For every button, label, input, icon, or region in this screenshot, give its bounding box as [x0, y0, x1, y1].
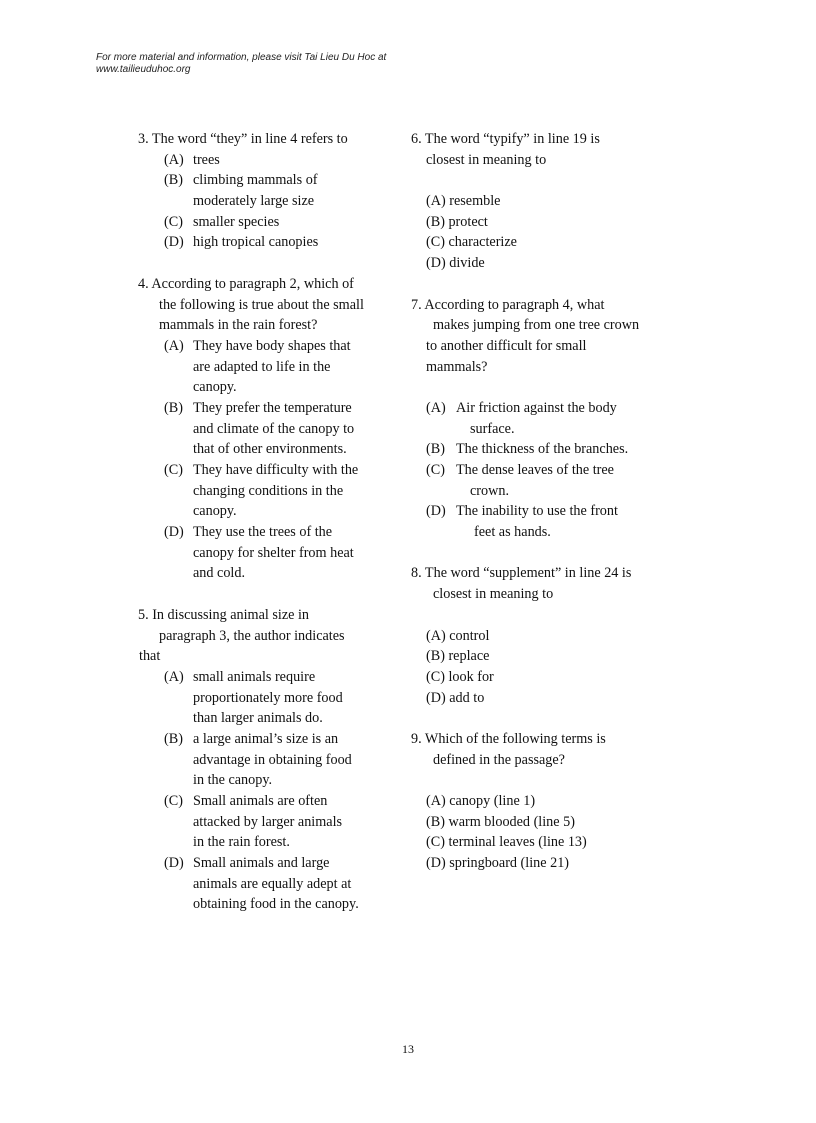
- option-text: Air friction against the body: [456, 399, 617, 416]
- answer-option[interactable]: [411, 460, 671, 481]
- option-label: (B): [164, 172, 183, 189]
- option-text: and climate of the canopy to: [193, 420, 355, 437]
- question-text: mammals in the rain forest?: [159, 317, 318, 334]
- option-label: (A): [164, 337, 184, 354]
- option-text: The inability to use the front: [456, 503, 618, 520]
- answer-option[interactable]: [138, 212, 400, 233]
- answer-option[interactable]: (D) add to: [426, 689, 485, 706]
- option-label: (D): [164, 234, 184, 251]
- answer-option[interactable]: [411, 501, 671, 522]
- answer-option[interactable]: [411, 398, 671, 419]
- answer-option-cont: [138, 501, 400, 522]
- option-text: trees: [193, 151, 220, 168]
- question-text: makes jumping from one tree crown: [433, 317, 640, 334]
- question-text: closest in meaning to: [433, 586, 554, 603]
- option-text: surface.: [470, 420, 515, 437]
- option-label: (A): [164, 668, 184, 685]
- option-text: canopy for shelter from heat: [193, 544, 354, 561]
- option-text: moderately large size: [193, 193, 315, 210]
- option-text: canopy.: [193, 503, 237, 520]
- page-number: 13: [402, 1042, 414, 1056]
- option-label: (D): [426, 503, 446, 520]
- answer-option[interactable]: [138, 791, 400, 812]
- question-3: [138, 129, 400, 253]
- option-text: in the rain forest.: [193, 834, 290, 851]
- answer-option[interactable]: (C) terminal leaves (line 13): [426, 834, 587, 851]
- answer-option-cont: [138, 191, 400, 212]
- option-text: They use the trees of the: [193, 524, 333, 541]
- option-text: than larger animals do.: [193, 710, 323, 727]
- question-text: 4. According to paragraph 2, which of: [138, 275, 354, 292]
- question-5: [138, 605, 400, 915]
- question-text: 5. In discussing animal size in: [138, 606, 310, 623]
- option-label: (C): [426, 462, 445, 478]
- question-4: [138, 274, 400, 584]
- option-text: canopy.: [193, 379, 237, 396]
- option-label: (A): [426, 399, 446, 416]
- answer-option-cont: [138, 439, 400, 460]
- answer-option-cont: [138, 874, 400, 895]
- option-text: Small animals are often: [193, 793, 328, 809]
- question-text: 9. Which of the following terms is: [411, 730, 606, 747]
- answer-option[interactable]: (A) control: [426, 627, 490, 644]
- question-text: 8. The word “supplement” in line 24 is: [411, 565, 632, 582]
- answer-option-cont: [411, 419, 671, 440]
- option-label: (C): [164, 793, 183, 809]
- option-label: (C): [164, 213, 183, 230]
- right-column: [411, 129, 671, 874]
- option-text: They prefer the temperature: [193, 399, 352, 416]
- option-text: a large animal’s size is an: [193, 730, 339, 747]
- option-text: small animals require: [193, 668, 316, 685]
- answer-option[interactable]: [138, 667, 400, 688]
- option-text: are adapted to life in the: [193, 358, 331, 375]
- answer-option-cont: [138, 543, 400, 564]
- option-label: (B): [164, 399, 183, 416]
- option-text: and cold.: [193, 565, 246, 582]
- option-label: (A): [164, 151, 184, 168]
- question-text: the following is true about the small: [159, 296, 364, 313]
- answer-option[interactable]: [138, 853, 400, 874]
- answer-option[interactable]: [138, 170, 400, 191]
- answer-option-cont: [138, 832, 400, 853]
- option-text: feet as hands.: [474, 524, 551, 541]
- answer-option-cont: [138, 750, 400, 771]
- answer-option[interactable]: [138, 522, 400, 543]
- answer-option-cont: [411, 481, 671, 502]
- option-label: (C): [164, 462, 183, 478]
- question-text: 6. The word “typify” in line 19 is: [411, 131, 600, 147]
- answer-option[interactable]: [138, 232, 400, 253]
- question-text: closest in meaning to: [426, 151, 547, 168]
- answer-option[interactable]: [138, 729, 400, 750]
- option-label: (D): [164, 855, 184, 872]
- answer-option-cont: [138, 708, 400, 729]
- question-text: 3. The word “they” in line 4 refers to: [138, 131, 348, 147]
- option-text: climbing mammals of: [193, 172, 318, 189]
- answer-option[interactable]: [138, 398, 400, 419]
- answer-option[interactable]: [411, 439, 671, 460]
- answer-option[interactable]: (A) canopy (line 1): [426, 793, 536, 809]
- question-text: paragraph 3, the author indicates: [159, 627, 345, 644]
- question-6: [411, 129, 671, 274]
- option-label: (B): [164, 730, 183, 747]
- option-text: smaller species: [193, 213, 280, 230]
- answer-option[interactable]: (B) protect: [426, 213, 488, 230]
- answer-option-cont: [411, 522, 671, 543]
- answer-option[interactable]: (B) warm blooded (line 5): [426, 813, 575, 830]
- answer-option-cont: [138, 894, 400, 915]
- option-text: attacked by larger animals: [193, 813, 343, 830]
- option-text: obtaining food in the canopy.: [193, 896, 359, 913]
- answer-option-cont: [138, 563, 400, 584]
- header-line-1: For more material and information, please visit Tai Lieu Du Hoc at: [96, 52, 387, 63]
- header-link[interactable]: www.tailieuduhoc.org: [96, 64, 191, 75]
- page-header: [96, 52, 386, 76]
- option-text: crown.: [470, 482, 510, 499]
- answer-option-cont: [138, 377, 400, 398]
- option-text: The dense leaves of the tree: [456, 462, 614, 478]
- answer-option-cont: [138, 812, 400, 833]
- question-text: 7. According to paragraph 4, what: [411, 296, 605, 313]
- option-text: changing conditions in the: [193, 482, 344, 499]
- answer-option-cont: [138, 481, 400, 502]
- option-text: They have difficulty with the: [193, 462, 359, 478]
- answer-option[interactable]: [138, 336, 400, 357]
- question-text: mammals?: [426, 358, 488, 375]
- option-text: The thickness of the branches.: [456, 441, 629, 458]
- answer-option[interactable]: (D) springboard (line 21): [426, 855, 570, 872]
- answer-option-cont: [138, 770, 400, 791]
- answer-option[interactable]: (C) characterize: [426, 234, 517, 251]
- question-7: [411, 295, 671, 543]
- option-label: (D): [164, 524, 184, 541]
- question-9: [411, 729, 671, 874]
- question-text: that: [139, 648, 161, 665]
- option-text: proportionately more food: [193, 689, 343, 706]
- question-8: [411, 563, 671, 708]
- option-text: animals are equally adept at: [193, 875, 352, 892]
- answer-option[interactable]: (D) divide: [426, 255, 485, 272]
- answer-option[interactable]: (A) resemble: [426, 193, 501, 210]
- option-text: advantage in obtaining food: [193, 751, 352, 768]
- question-text: defined in the passage?: [433, 751, 565, 768]
- question-text: to another difficult for small: [426, 337, 587, 354]
- answer-option[interactable]: (C) look for: [426, 668, 494, 685]
- option-text: Small animals and large: [193, 855, 330, 872]
- option-text: in the canopy.: [193, 772, 273, 789]
- answer-option[interactable]: [138, 150, 400, 171]
- answer-option-cont: [138, 419, 400, 440]
- option-text: that of other environments.: [193, 441, 347, 458]
- option-label: (B): [426, 441, 445, 458]
- left-column: [138, 129, 400, 915]
- option-text: They have body shapes that: [193, 337, 351, 354]
- answer-option[interactable]: [138, 460, 400, 481]
- option-text: high tropical canopies: [193, 234, 319, 251]
- answer-option-cont: [138, 688, 400, 709]
- answer-option-cont: [138, 357, 400, 378]
- answer-option[interactable]: (B) replace: [426, 648, 490, 665]
